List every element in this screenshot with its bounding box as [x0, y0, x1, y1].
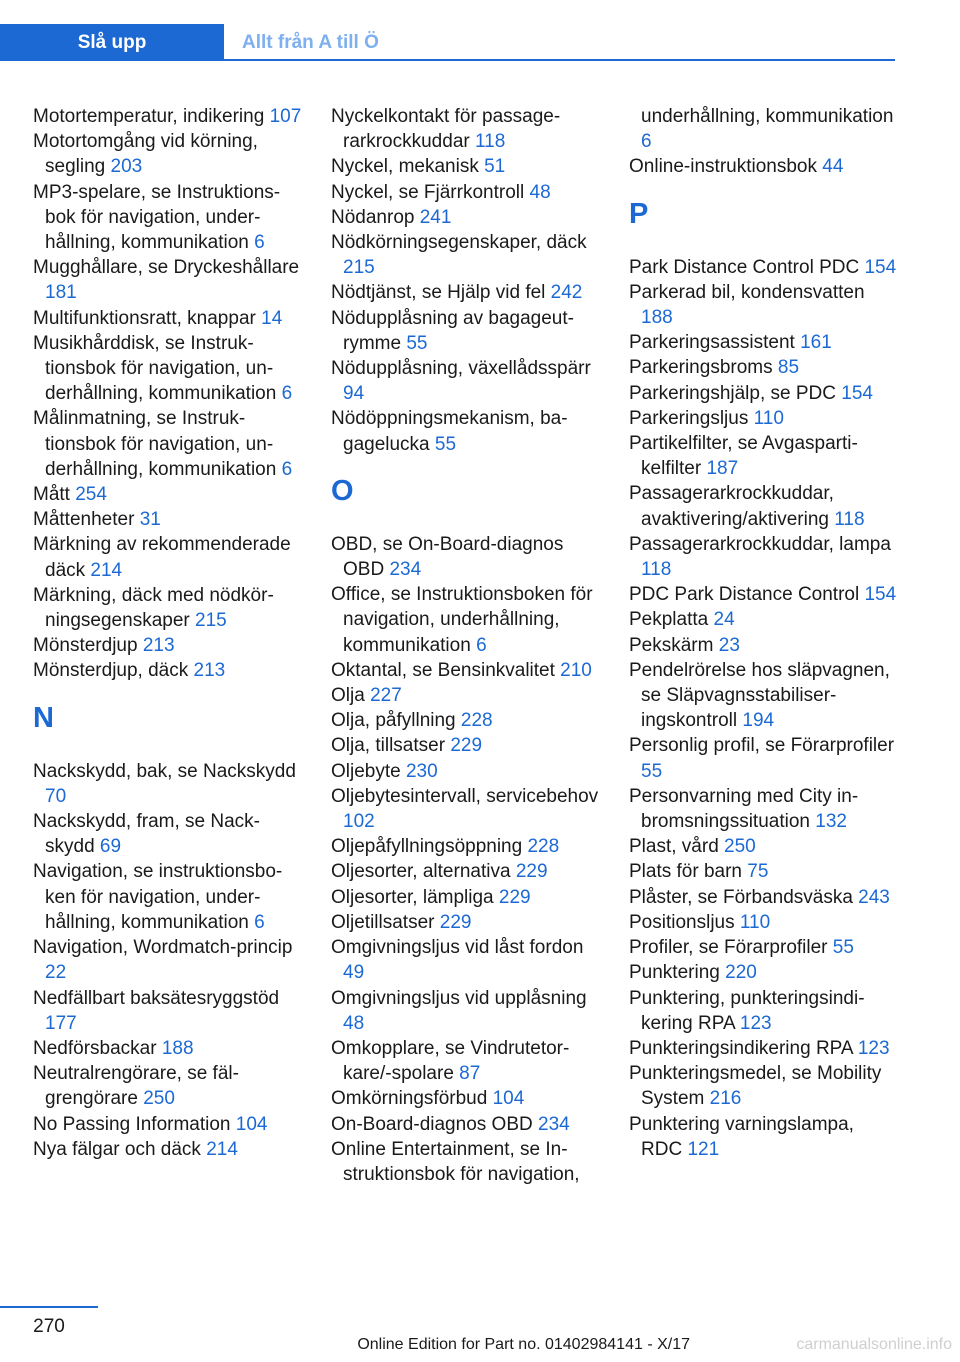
- index-entry: [629, 330, 899, 355]
- index-term: Nyckel, mekanisk: [331, 156, 479, 178]
- index-term: Nackskydd, fram, se Nackskydd: [33, 811, 260, 858]
- index-entry: [629, 658, 899, 734]
- index-entry: [331, 683, 601, 708]
- index-entry: [33, 507, 303, 532]
- index-term: Oljesorter, lämpliga: [331, 886, 494, 908]
- index-entry: [629, 733, 899, 783]
- page-link[interactable]: 24: [713, 609, 735, 631]
- watermark: carmanualsonline.info: [796, 1336, 952, 1353]
- index-term: Oljepåfyllningsöppning: [331, 836, 523, 858]
- index-term: Omkopplare, se Vindrutetorkare/-spolare: [331, 1037, 570, 1085]
- index-term: Navigation, se instruktionsboken för navigation, underhållning, kommunikation: [33, 861, 283, 933]
- page-link[interactable]: 22: [45, 962, 67, 984]
- index-entry: [629, 406, 899, 431]
- page-link[interactable]: 214: [206, 1138, 238, 1160]
- index-entry: [33, 532, 303, 582]
- index-term: Märkning av rekommenderade däck: [33, 534, 291, 581]
- page-link[interactable]: 229: [498, 886, 531, 908]
- index-term: Punktering varningslampa, RDC: [629, 1113, 854, 1160]
- page-link[interactable]: 51: [484, 156, 506, 178]
- index-entry: [629, 381, 899, 406]
- index-entry: [331, 154, 601, 179]
- index-term: PDC Park Distance Control: [629, 584, 860, 606]
- page-link[interactable]: 154: [864, 584, 897, 606]
- index-term: Märkning, däck med nödkörningsegenskaper: [33, 584, 274, 632]
- index-term: Positionsljus: [629, 911, 735, 933]
- index-entry: [629, 280, 899, 330]
- page-link[interactable]: 69: [99, 836, 122, 858]
- page-link[interactable]: 215: [195, 610, 227, 632]
- index-entry: [331, 104, 601, 154]
- page-link[interactable]: 6: [254, 911, 265, 933]
- page-link[interactable]: 104: [492, 1088, 525, 1110]
- index-term: Punkteringsmedel, se Mobility System: [629, 1063, 882, 1110]
- index-entry: [331, 885, 601, 910]
- index-entry: [629, 1061, 899, 1111]
- index-term: Punktering: [629, 962, 720, 984]
- header-tabs: [0, 24, 895, 61]
- page-link[interactable]: 213: [193, 660, 226, 682]
- page-link[interactable]: 243: [858, 886, 890, 908]
- page-link[interactable]: 254: [75, 484, 107, 506]
- index-term: Nödöppningsmekanism, bagagelucka: [331, 408, 568, 455]
- index-term: Oljetillsatser: [331, 911, 435, 933]
- index-entry: [629, 885, 899, 910]
- page-link[interactable]: 229: [450, 735, 483, 757]
- index-term: Oljebyte: [331, 760, 401, 782]
- page-link[interactable]: 214: [90, 559, 123, 581]
- index-entry: [33, 129, 303, 179]
- page-link[interactable]: 188: [641, 307, 673, 329]
- index-term: Neutralrengörare, se fälgrengörare: [33, 1063, 239, 1110]
- page-link[interactable]: 215: [343, 257, 375, 279]
- index-term: Nya fälgar och däck: [33, 1138, 201, 1160]
- page-link[interactable]: 213: [142, 635, 175, 657]
- index-entry: [331, 658, 601, 683]
- page-link[interactable]: 250: [143, 1088, 175, 1110]
- index-term: Office, se Instruktionsboken för navigation, underhållning, kommunikation: [331, 584, 593, 656]
- index-entry: [331, 582, 601, 658]
- page-link[interactable]: 49: [343, 962, 365, 984]
- page-link[interactable]: 132: [815, 811, 847, 833]
- index-term: Plåster, se Förbandsväska: [629, 886, 853, 908]
- index-term: Parkerad bil, kondensvatten: [629, 281, 865, 303]
- page-link[interactable]: 94: [343, 383, 365, 405]
- index-entry: [33, 986, 303, 1036]
- page-link[interactable]: 48: [343, 1012, 365, 1034]
- page-link[interactable]: 123: [739, 1012, 772, 1034]
- page-link[interactable]: 102: [343, 811, 375, 833]
- index-term: Parkeringsbroms: [629, 357, 773, 379]
- index-term: Målinmatning, se Instruktionsbok för navigation, underhållning, kommunikation: [33, 408, 277, 480]
- index-term: underhållning, kommunikation: [641, 106, 894, 127]
- index-entry: [629, 1112, 899, 1162]
- index-entry: [629, 154, 899, 179]
- page-link[interactable]: 75: [747, 861, 769, 883]
- index-entry: [33, 406, 303, 482]
- page-link[interactable]: 23: [718, 634, 740, 656]
- index-entry: [33, 859, 303, 935]
- index-entry: [629, 532, 899, 582]
- page-link[interactable]: 161: [800, 332, 832, 354]
- page-link[interactable]: 188: [161, 1037, 194, 1059]
- index-term: Nackskydd, bak, se Nackskydd: [33, 760, 296, 782]
- index-entry: [629, 834, 899, 859]
- index-term: Nyckel, se Fjärrkontroll: [331, 181, 525, 203]
- page-link[interactable]: 87: [459, 1063, 481, 1085]
- page-link[interactable]: 194: [742, 710, 775, 732]
- page-link[interactable]: 6: [281, 458, 293, 480]
- page-link[interactable]: 6: [641, 131, 652, 153]
- page-link[interactable]: 70: [45, 785, 67, 807]
- index-entry: [629, 481, 899, 531]
- index-entry: [33, 583, 303, 633]
- page-link[interactable]: 6: [254, 232, 265, 254]
- index-term: Pekskärm: [629, 634, 714, 656]
- index-term: Pekplatta: [629, 609, 709, 631]
- page-link[interactable]: 55: [434, 433, 457, 455]
- index-entry: [33, 935, 303, 985]
- page-link[interactable]: 104: [235, 1113, 268, 1135]
- page-link[interactable]: 210: [560, 659, 592, 681]
- index-entry: [33, 482, 303, 507]
- index-term: Omgivningsljus vid upplåsning: [331, 987, 587, 1009]
- page-link[interactable]: 220: [725, 962, 757, 984]
- index-entry: [331, 205, 601, 230]
- index-term: MP3-spelare, se Instruktionsbok för navigation, underhållning, kommunikation: [33, 181, 281, 254]
- index-term: Plast, vård: [629, 836, 719, 858]
- index-entry: [331, 280, 601, 305]
- index-entry: [33, 633, 303, 658]
- index-entry: [331, 1036, 601, 1086]
- index-entry: [33, 759, 303, 809]
- section-letter: P: [629, 197, 649, 230]
- index-entry: [33, 1061, 303, 1111]
- index-term: Profiler, se Förarprofiler: [629, 937, 828, 959]
- index-entry: [629, 960, 899, 985]
- page-link[interactable]: 234: [538, 1113, 570, 1135]
- index-term: Mönsterdjup, däck: [33, 660, 189, 682]
- index-term: Oljebytesintervall, servicebehov: [331, 785, 599, 807]
- tab-lookup[interactable]: Slå upp: [0, 24, 224, 61]
- index-term: Plats för barn: [629, 861, 742, 883]
- page-link[interactable]: 118: [641, 559, 672, 581]
- index-term: Mått: [33, 484, 70, 506]
- page-link[interactable]: 154: [841, 382, 873, 404]
- page-link[interactable]: 110: [753, 407, 784, 429]
- index-term: Partikelfilter, se Avgaspartikelfilter: [629, 433, 858, 480]
- section-letter: N: [33, 701, 54, 734]
- index-entry: [629, 582, 899, 607]
- page-link[interactable]: 110: [739, 911, 771, 933]
- index-term: Nedfällbart baksätesryggstöd: [33, 987, 280, 1009]
- page-link[interactable]: 44: [822, 156, 844, 178]
- index-term: Parkeringsassistent: [629, 332, 795, 354]
- index-entry: [331, 708, 601, 733]
- index-term: Nödtjänst, se Hjälp vid fel: [331, 282, 546, 304]
- index-term: Omgivningsljus vid låst fordon: [331, 937, 584, 959]
- index-entry: [331, 1112, 601, 1137]
- index-entry: [629, 633, 899, 658]
- index-term: Parkeringshjälp, se PDC: [629, 382, 836, 404]
- page-link[interactable]: 181: [45, 282, 77, 304]
- index-entry: [331, 986, 601, 1036]
- index-term: No Passing Information: [33, 1113, 231, 1135]
- page-link[interactable]: 177: [45, 1012, 77, 1034]
- index-entry: [331, 859, 601, 884]
- index-entry: [331, 935, 601, 985]
- page-link[interactable]: 187: [706, 458, 739, 480]
- index-term: Pendelrörelse hos släpvagnen, se Släpvagnsstabiliseringskontroll: [629, 659, 890, 732]
- index-term: Nedförsbackar: [33, 1037, 157, 1059]
- index-term: Oljesorter, alternativa: [331, 861, 511, 883]
- index-entry: [629, 784, 899, 834]
- index-term: Passagerarkrockkuddar, avaktivering/aktivering: [629, 483, 834, 530]
- index-entry: [33, 1036, 303, 1061]
- page-link[interactable]: 234: [389, 559, 422, 581]
- index-term: Online Entertainment, se Instruktionsbok för navigation,: [331, 1138, 580, 1185]
- page-link[interactable]: 216: [709, 1088, 742, 1110]
- index-term: Punktering, punkteringsindikering RPA: [629, 987, 865, 1034]
- index-term: Multifunktionsratt, knappar: [33, 307, 256, 329]
- index-term: Motortemperatur, indikering: [33, 106, 265, 127]
- page-number: 270: [33, 1316, 65, 1337]
- index-column-2: [331, 104, 601, 1187]
- index-term: Parkeringsljus: [629, 407, 749, 429]
- page-link[interactable]: 228: [460, 710, 493, 732]
- index-entry: [33, 331, 303, 407]
- index-term: Nödkörningsegenskaper, däck: [331, 232, 587, 254]
- page-link[interactable]: 14: [261, 307, 283, 329]
- index-term: Navigation, Wordmatch-princip: [33, 937, 293, 959]
- index-term: Olja, påfyllning: [331, 710, 456, 732]
- index-entry: [331, 532, 601, 582]
- page-link[interactable]: 228: [527, 836, 560, 858]
- index-term: Punkteringsindikering RPA: [629, 1037, 853, 1059]
- index-entry: [33, 255, 303, 305]
- page-link[interactable]: 241: [419, 206, 452, 228]
- index-entry: [331, 406, 601, 456]
- index-term: Nödanrop: [331, 206, 415, 228]
- index-entry: [629, 104, 899, 154]
- index-term: On-Board-diagnos OBD: [331, 1113, 533, 1135]
- page-link[interactable]: 85: [777, 357, 800, 379]
- index-entry: [629, 859, 899, 884]
- index-term: Nyckelkontakt för passagerarkrockkuddar: [331, 106, 561, 153]
- page-link[interactable]: 31: [139, 509, 161, 531]
- index-entry: [629, 431, 899, 481]
- index-entry: [331, 759, 601, 784]
- index-term: Passagerarkrockkuddar, lampa: [629, 533, 891, 555]
- page-link[interactable]: 48: [529, 181, 551, 203]
- header-divider: [224, 59, 895, 61]
- index-entry: [331, 1137, 601, 1187]
- index-entry: [629, 355, 899, 380]
- index-entry: [331, 910, 601, 935]
- index-entry: [331, 306, 601, 356]
- page-link[interactable]: 203: [110, 156, 143, 178]
- page-link[interactable]: 250: [724, 836, 756, 858]
- page-link[interactable]: 229: [515, 861, 548, 883]
- index-entry: [33, 180, 303, 256]
- index-entry: [629, 935, 899, 960]
- edition-text: Online Edition for Part no. 01402984141 - X/17: [357, 1336, 690, 1353]
- index-term: Nödupplåsning av bagageutrymme: [331, 307, 574, 354]
- index-term: Park Distance Control PDC: [629, 256, 860, 278]
- index-entry: [629, 1036, 899, 1061]
- page-link[interactable]: 55: [406, 332, 428, 354]
- index-entry: [331, 1086, 601, 1111]
- page-link[interactable]: 118: [475, 131, 506, 153]
- index-entry: [331, 230, 601, 280]
- index-term: Personlig profil, se Förarprofiler: [629, 735, 895, 757]
- page-link[interactable]: 118: [834, 508, 865, 530]
- index-entry: [629, 986, 899, 1036]
- index-entry: [629, 910, 899, 935]
- page-link[interactable]: 123: [857, 1037, 890, 1059]
- page-link[interactable]: 6: [281, 383, 293, 405]
- footer-divider: [0, 1306, 98, 1308]
- index-term: Nödupplåsning, växellådsspärr: [331, 358, 591, 380]
- page-link[interactable]: 55: [641, 760, 663, 782]
- index-entry: [331, 356, 601, 406]
- index-term: Online-instruktionsbok: [629, 156, 817, 178]
- index-column-3: [629, 104, 899, 1162]
- page-link[interactable]: 121: [687, 1138, 720, 1160]
- page-link[interactable]: 154: [864, 256, 897, 278]
- index-entry: [33, 658, 303, 683]
- page-link[interactable]: 230: [405, 760, 438, 782]
- index-term: Motortomgång vid körning, segling: [33, 131, 258, 178]
- index-entry: [331, 784, 601, 834]
- index-term: Mugghållare, se Dryckeshållare: [33, 257, 300, 279]
- index-entry: [33, 306, 303, 331]
- page-link[interactable]: 242: [550, 282, 583, 304]
- page-link[interactable]: 55: [832, 937, 854, 959]
- index-term: Omkörningsförbud: [331, 1088, 488, 1110]
- index-term: Mönsterdjup: [33, 635, 138, 657]
- index-entry: [629, 607, 899, 632]
- index-term: Olja, tillsatser: [331, 735, 446, 757]
- index-term: OBD, se On-Board-diagnos OBD: [331, 533, 564, 581]
- index-entry: [331, 180, 601, 205]
- index-term: Måttenheter: [33, 509, 135, 531]
- index-entry: [33, 104, 303, 129]
- index-term: Personvarning med City inbromsningssituation: [629, 785, 859, 833]
- index-term: Musikhårddisk, se Instruktionsbok för navigation, underhållning, kommunikation: [33, 332, 277, 405]
- index-entry: [331, 834, 601, 859]
- index-entry: [629, 255, 899, 280]
- index-entry: [33, 1137, 303, 1162]
- index-entry: [33, 809, 303, 859]
- index-entry: [331, 733, 601, 758]
- index-column-1: [33, 104, 303, 1162]
- index-term: Olja: [331, 685, 365, 707]
- page-link[interactable]: 107: [269, 106, 302, 127]
- index-entry: [33, 1112, 303, 1137]
- tab-a-to-z[interactable]: Allt från A till Ö: [242, 31, 379, 53]
- page-link[interactable]: 227: [370, 685, 402, 707]
- section-letter: O: [331, 474, 354, 507]
- page-link[interactable]: 229: [439, 911, 472, 933]
- page-link[interactable]: 6: [476, 634, 487, 656]
- index-term: Oktantal, se Bensinkvalitet: [331, 659, 555, 681]
